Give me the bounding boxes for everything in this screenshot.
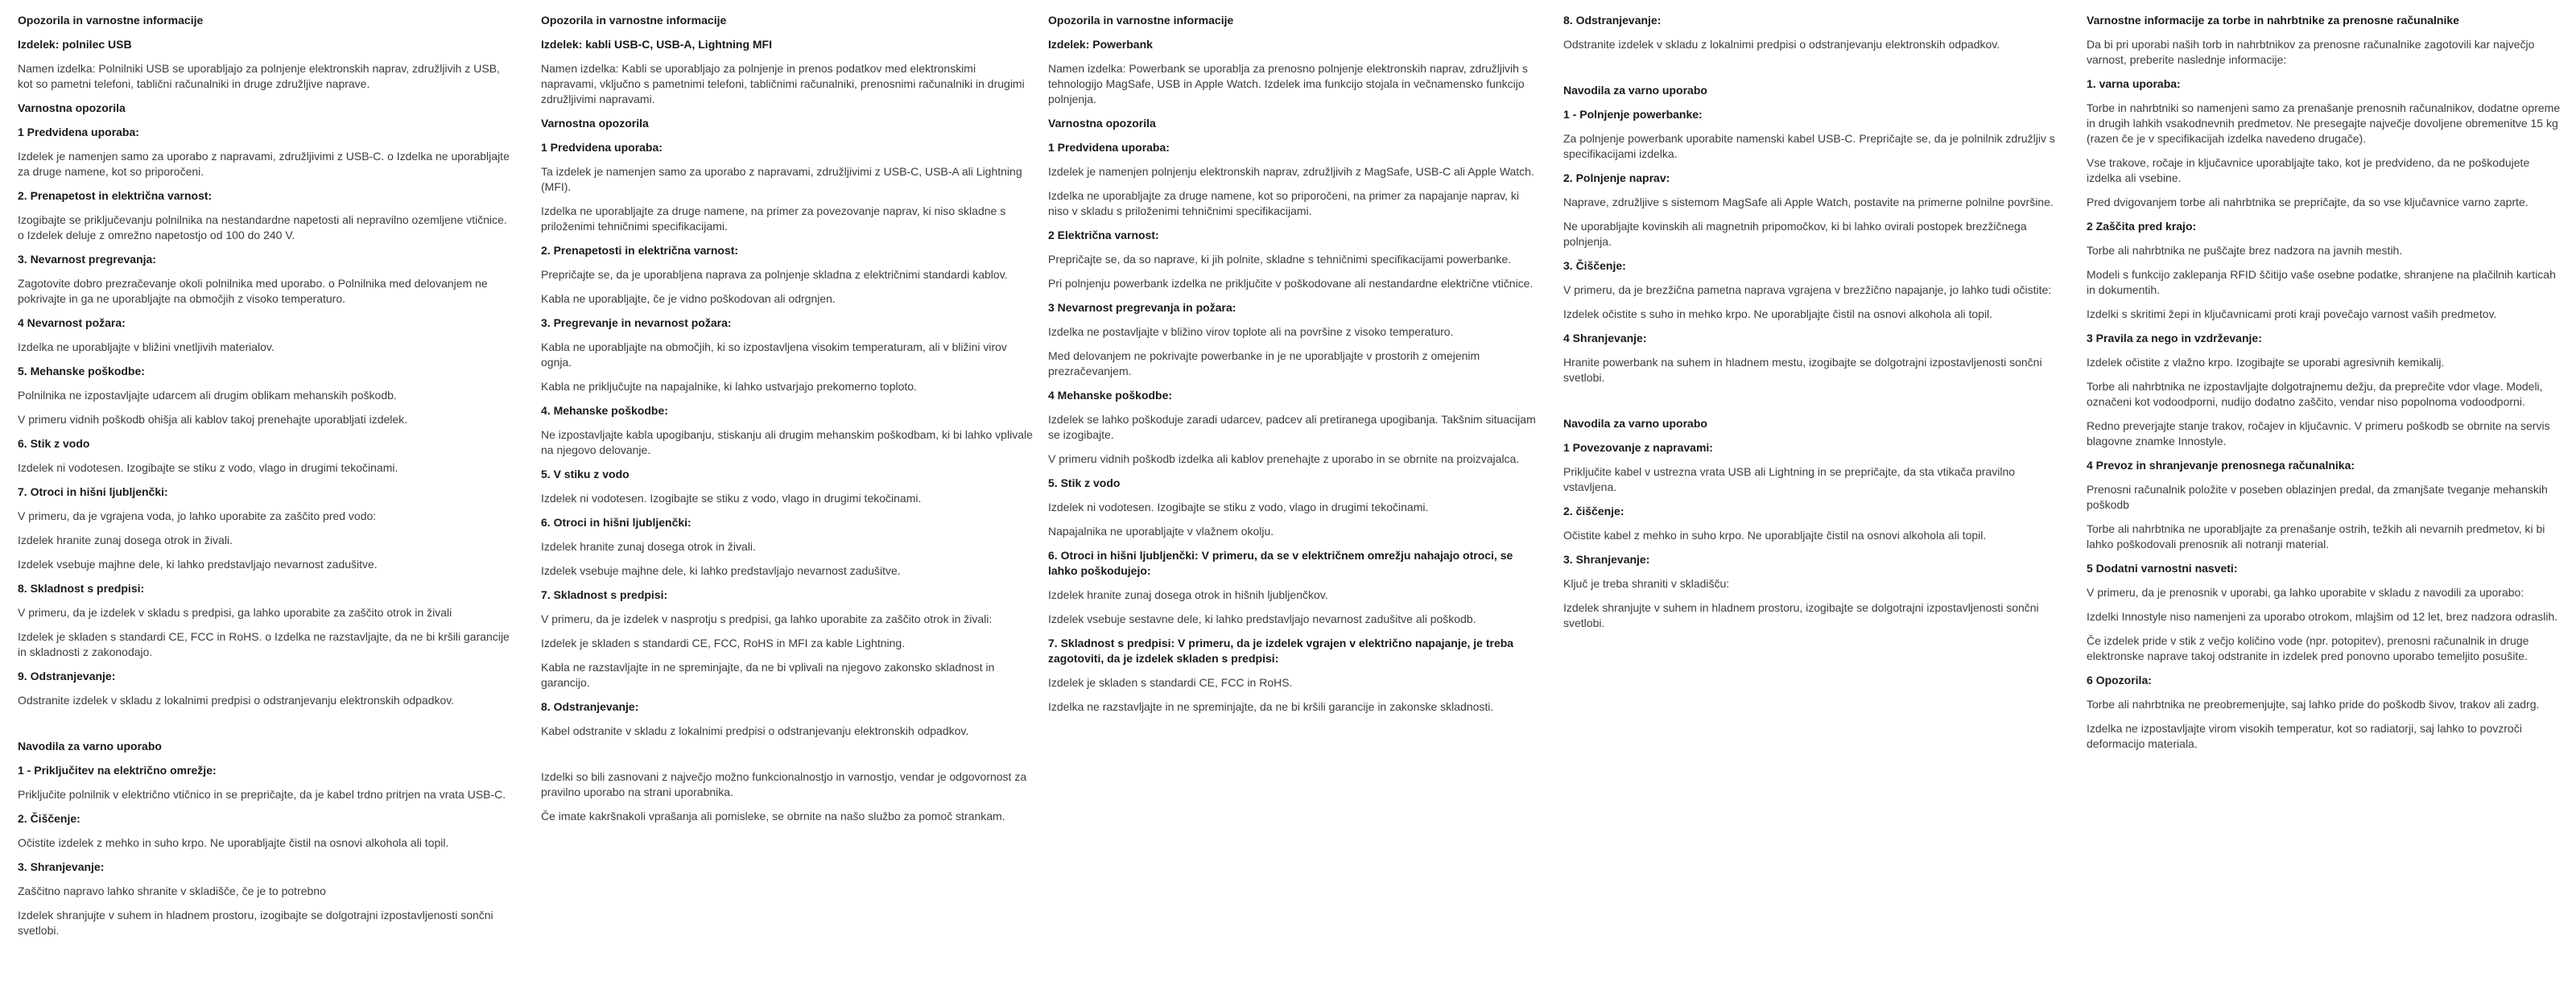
section-heading: 7. Skladnost s predpisi: bbox=[541, 588, 668, 601]
paragraph: Torbe ali nahrbtnika ne puščajte brez nadzora na javnih mestih. bbox=[2087, 244, 2403, 257]
section-heading: 3. Shranjevanje: bbox=[18, 860, 105, 873]
section-heading: 5 Dodatni varnostni nasveti: bbox=[2087, 562, 2238, 575]
section-heading: 3. Pregrevanje in nevarnost požara: bbox=[541, 316, 732, 329]
section-heading: 8. Odstranjevanje: bbox=[541, 700, 639, 713]
section-heading: Opozorila in varnostne informacije bbox=[1048, 14, 1234, 27]
paragraph: Kabla ne razstavljajte in ne spreminjajte, da ne bi vplivali na njegovo zakonsko skladnost in garancijo. bbox=[541, 661, 995, 689]
section-heading: Varnostne informacije za torbe in nahrbtnike za prenosne računalnike bbox=[2087, 14, 2459, 27]
section-heading: 2. Prenapetost in električna varnost: bbox=[18, 189, 213, 202]
section-heading: 2. Prenapetosti in električna varnost: bbox=[541, 244, 739, 257]
paragraph: V primeru, da je brezžična pametna naprava vgrajena v brezžično napajanje, jo lahko tudi očistite: bbox=[1563, 283, 2052, 296]
paragraph: Izdelek vsebuje majhne dele, ki lahko predstavljajo nevarnost zadušitve. bbox=[541, 564, 901, 577]
column-powerbank-warnings bbox=[1048, 13, 1541, 724]
section-heading: 6. Otroci in hišni ljubljenčki: bbox=[541, 516, 691, 529]
paragraph: Kabla ne uporabljajte, če je vidno poškodovan ali odrgnjen. bbox=[541, 292, 836, 305]
section-heading: 5. V stiku z vodo bbox=[541, 468, 630, 480]
section-heading: 5. Stik z vodo bbox=[1048, 476, 1121, 489]
section-heading: 9. Odstranjevanje: bbox=[18, 670, 116, 682]
paragraph: Izdelek vsebuje majhne dele, ki lahko predstavljajo nevarnost zadušitve. bbox=[18, 558, 378, 571]
section-heading: 2 Zaščita pred krajo: bbox=[2087, 220, 2197, 233]
paragraph: Vse trakove, ročaje in ključavnice uporabljajte tako, kot je predvideno, da ne poškodujete izdelka ali vsebine. bbox=[2087, 156, 2530, 184]
section-heading: 1. varna uporaba: bbox=[2087, 77, 2181, 90]
section-heading: 7. Otroci in hišni ljubljenčki: bbox=[18, 485, 168, 498]
paragraph: Izdelka ne uporabljajte za druge namene, kot so priporočeni, na primer za napajanje naprav, ki niso v skladu s priloženimi tehničnimi specifikacijami. bbox=[1048, 189, 1519, 217]
section-heading: 4. Mehanske poškodbe: bbox=[541, 404, 668, 417]
paragraph: Prepričajte se, da je uporabljena naprava za polnjenje skladna z električnimi standardi kablov. bbox=[541, 268, 1008, 281]
paragraph: Izdelka ne uporabljajte v bližini vnetljivih materialov. bbox=[18, 340, 275, 353]
section-heading: 1 Povezovanje z napravami: bbox=[1563, 441, 1713, 454]
section-heading: 2. Polnjenje naprav: bbox=[1563, 171, 1670, 184]
paragraph: Prenosni računalnik položite v poseben oblazinjen predal, da zmanjšate tveganje mehanskih poškodb bbox=[2087, 483, 2548, 511]
paragraph: Ne uporabljajte kovinskih ali magnetnih pripomočkov, ki bi lahko ovirali postopek brezžičnega polnjenja. bbox=[1563, 220, 2027, 248]
paragraph: Izdelek ni vodotesen. Izogibajte se stiku z vodo, vlago in drugimi tekočinami. bbox=[1048, 501, 1429, 513]
section-heading: 8. Odstranjevanje: bbox=[1563, 14, 1662, 27]
paragraph: Izdelki so bili zasnovani z največjo možno funkcionalnostjo in varnostjo, vendar je odgovornost za pravilno uporabo na strani uporabnika. bbox=[541, 770, 1027, 798]
paragraph: Izdelek ni vodotesen. Izogibajte se stiku z vodo, vlago in drugimi tekočinami. bbox=[18, 461, 398, 474]
paragraph: Izdelek vsebuje sestavne dele, ki lahko predstavljajo nevarnost zadušitve ali poškodb. bbox=[1048, 612, 1476, 625]
paragraph: V primeru, da je prenosnik v uporabi, ga lahko uporabite v skladu z navodili za uporabo: bbox=[2087, 586, 2524, 599]
paragraph: V primeru, da je izdelek v skladu s predpisi, ga lahko uporabite za zaščito otrok in živali bbox=[18, 606, 452, 619]
paragraph: Izdelek shranjujte v suhem in hladnem prostoru, izogibajte se dolgotrajni izpostavljenosti sončni svetlobi. bbox=[1563, 601, 2039, 629]
paragraph: Če imate kakršnakoli vprašanja ali pomisleke, se obrnite na našo službo za pomoč strankam. bbox=[541, 810, 1005, 823]
section-heading: 2. Čiščenje: bbox=[18, 812, 80, 825]
section-heading: 3. Nevarnost pregrevanja: bbox=[18, 253, 156, 266]
paragraph: Izogibajte se priključevanju polnilnika na nestandardne napetosti ali nepravilno ozemljene vtičnice. o Izdelek deluje z omrežno napetostjo od 100 do 240 V. bbox=[18, 213, 507, 241]
section-heading: 1 - Polnjenje powerbanke: bbox=[1563, 108, 1703, 121]
paragraph: Zaščitno napravo lahko shranite v skladišče, če je to potrebno bbox=[18, 884, 326, 897]
section-heading: Izdelek: kabli USB-C, USB-A, Lightning MFI bbox=[541, 38, 772, 51]
paragraph: Priključite kabel v ustrezna vrata USB ali Lightning in se prepričajte, da sta vtikača pravilno vstavljena. bbox=[1563, 465, 2016, 493]
section-heading: Varnostna opozorila bbox=[1048, 117, 1156, 130]
paragraph: Namen izdelka: Kabli se uporabljajo za polnjenje in prenos podatkov med elektronskimi napravami, vključno s pametnimi telefoni, tabličnimi računalniki, prenosnimi računalniki in drugimi združljivimi napravami. bbox=[541, 62, 1025, 105]
section-heading: Navodila za varno uporabo bbox=[1563, 84, 1707, 97]
paragraph: Redno preverjajte stanje trakov, ročajev in ključavnic. V primeru poškodb se obrnite na servis blagovne znamke Innostyle. bbox=[2087, 419, 2550, 447]
paragraph: V primeru, da je izdelek v nasprotju s predpisi, ga lahko uporabite za zaščito otrok in živali: bbox=[541, 612, 993, 625]
paragraph: Hranite powerbank na suhem in hladnem mestu, izogibajte se dolgotrajni izpostavljenosti sončni svetlobi. bbox=[1563, 356, 2042, 384]
paragraph: Izdelek ni vodotesen. Izogibajte se stiku z vodo, vlago in drugimi tekočinami. bbox=[541, 492, 922, 505]
paragraph: V primeru, da je vgrajena voda, jo lahko uporabite za zaščito pred vodo: bbox=[18, 509, 377, 522]
section-heading: Izdelek: Powerbank bbox=[1048, 38, 1153, 51]
paragraph: Ključ je treba shraniti v skladišču: bbox=[1563, 577, 1730, 590]
section-heading: 2. čiščenje: bbox=[1563, 505, 1624, 517]
paragraph: Izdelek hranite zunaj dosega otrok in živali. bbox=[18, 534, 233, 546]
section-heading: 3. Shranjevanje: bbox=[1563, 553, 1650, 566]
section-heading: 4 Mehanske poškodbe: bbox=[1048, 389, 1173, 402]
paragraph: Očistite kabel z mehko in suho krpo. Ne uporabljajte čistil na osnovi alkohola ali topil. bbox=[1563, 529, 1987, 542]
column-cables-warnings bbox=[541, 13, 1034, 833]
column-usb-charger-warnings bbox=[18, 13, 510, 947]
paragraph: Izdelek shranjujte v suhem in hladnem prostoru, izogibajte se dolgotrajni izpostavljenosti sončni svetlobi. bbox=[18, 909, 493, 937]
paragraph: Če izdelek pride v stik z večjo količino vode (npr. potopitev), prenosni računalnik in druge elektronske naprave takoj odstranite in izdelek pred ponovno uporabo temeljito posušite. bbox=[2087, 634, 2529, 662]
section-heading: 4 Nevarnost požara: bbox=[18, 316, 126, 329]
paragraph: Kabla ne priključujte na napajalnike, ki lahko ustvarjajo prekomerno toploto. bbox=[541, 380, 917, 393]
paragraph: Za polnjenje powerbank uporabite namenski kabel USB-C. Prepričajte se, da je polnilnik združljiv s specifikacijami izdelka. bbox=[1563, 132, 2055, 160]
section-heading: 7. Skladnost s predpisi: V primeru, da je izdelek vgrajen v električno napajanje, je treba zagotoviti, da je izdelek skladen s predpisi: bbox=[1048, 637, 1514, 665]
paragraph: Izdelek je skladen s standardi CE, FCC in RoHS. o Izdelka ne razstavljajte, da ne bi kršili garancije in skladnosti z zakonodajo. bbox=[18, 630, 510, 658]
paragraph: Izdelka ne postavljajte v bližino virov toplote ali na površine z visoko temperaturo. bbox=[1048, 325, 1454, 338]
section-heading: Navodila za varno uporabo bbox=[1563, 417, 1707, 430]
paragraph: Očistite izdelek z mehko in suho krpo. Ne uporabljajte čistil na osnovi alkohola ali topil. bbox=[18, 836, 449, 849]
paragraph: Priključite polnilnik v električno vtičnico in se prepričajte, da je kabel trdno pritrjen na vrata USB-C. bbox=[18, 788, 506, 801]
section-heading: Opozorila in varnostne informacije bbox=[18, 14, 204, 27]
paragraph: Torbe ali nahrbtnika ne uporabljajte za prenašanje ostrih, težkih ali nevarnih predmetov, ki bi lahko poškodovali prenosnik ali notranji material. bbox=[2087, 522, 2545, 550]
paragraph: Izdelek očistite z vlažno krpo. Izogibajte se uporabi agresivnih kemikalij. bbox=[2087, 356, 2445, 369]
paragraph: Izdelka ne uporabljajte za druge namene, na primer za povezovanje naprav, ki niso skladne s priloženimi tehničnimi specifikacijami. bbox=[541, 204, 1006, 233]
paragraph: Kabel odstranite v skladu z lokalnimi predpisi o odstranjevanju elektronskih odpadkov. bbox=[541, 724, 969, 737]
paragraph: Kabla ne uporabljajte na območjih, ki so izpostavljena visokim temperaturam, ali v bližini virov ognja. bbox=[541, 340, 1007, 369]
paragraph: Izdelki s skritimi žepi in ključavnicami proti kraji povečajo varnost vaših predmetov. bbox=[2087, 307, 2497, 320]
paragraph: Torbe ali nahrbtnika ne preobremenjujte, saj lahko pride do poškodb šivov, trakov ali zadrg. bbox=[2087, 698, 2540, 711]
section-heading: 1 Predvidena uporaba: bbox=[541, 141, 663, 154]
paragraph: Ta izdelek je namenjen samo za uporabo z napravami, združljivimi z USB-C, USB-A ali Lightning (MFI). bbox=[541, 165, 1022, 193]
paragraph: Namen izdelka: Powerbank se uporablja za prenosno polnjenje elektronskih naprav, združljivih s tehnologijo MagSafe, USB in Apple Watch. Izdelek ima funkcijo stojala in večnamensko funkcijo polnjenja. bbox=[1048, 62, 1528, 105]
section-heading: 1 - Priključitev na električno omrežje: bbox=[18, 764, 217, 777]
paragraph: Med delovanjem ne pokrivajte powerbanke in je ne uporabljajte v prostorih z omejenim prezračevanjem. bbox=[1048, 349, 1480, 377]
paragraph: Odstranite izdelek v skladu z lokalnimi predpisi o odstranjevanju elektronskih odpadkov. bbox=[1563, 38, 2000, 51]
section-heading: 6. Otroci in hišni ljubljenčki: V primeru, da se v električnem omrežju nahajajo otroci, se lahko poškodujejo: bbox=[1048, 549, 1513, 577]
paragraph: Izdelek hranite zunaj dosega otrok in živali. bbox=[541, 540, 756, 553]
section-heading: 3. Čiščenje: bbox=[1563, 259, 1626, 272]
paragraph: Pred dvigovanjem torbe ali nahrbtnika se prepričajte, da so vse ključavnice varno zaprte. bbox=[2087, 196, 2529, 208]
column-usage-instructions bbox=[1563, 13, 2056, 640]
section-heading: 5. Mehanske poškodbe: bbox=[18, 365, 145, 377]
section-heading: Navodila za varno uporabo bbox=[18, 740, 162, 752]
paragraph: Izdelek je skladen s standardi CE, FCC, RoHS in MFI za kable Lightning. bbox=[541, 637, 906, 649]
paragraph: Izdelki Innostyle niso namenjeni za uporabo otrokom, mlajšim od 12 let, brez nadzora odraslih. bbox=[2087, 610, 2558, 623]
paragraph: Prepričajte se, da so naprave, ki jih polnite, skladne s tehničnimi specifikacijami powerbanke. bbox=[1048, 253, 1512, 266]
section-heading: 4 Shranjevanje: bbox=[1563, 332, 1647, 344]
paragraph: Namen izdelka: Polnilniki USB se uporabljajo za polnjenje elektronskih naprav, združljivih z USB, kot so pametni telefoni, tablični računalniki in druge združljive naprave. bbox=[18, 62, 500, 90]
section-heading: Izdelek: polnilec USB bbox=[18, 38, 132, 51]
paragraph: Izdelka ne izpostavljajte virom visokih temperatur, kot so radiatorji, saj lahko to povzroči deformacijo materiala. bbox=[2087, 722, 2522, 750]
section-heading: Varnostna opozorila bbox=[541, 117, 649, 130]
column-laptop-bags-safety bbox=[2087, 13, 2563, 761]
paragraph: Torbe in nahrbtniki so namenjeni samo za prenašanje prenosnih računalnikov, dodatne opreme in drugih lahkih vsakodnevnih predmetov. Ne presegajte največje dovoljene obremenitve 15 kg (razen če je v specifikacijah izdelka navedeno drugače). bbox=[2087, 101, 2561, 145]
paragraph: Da bi pri uporabi naših torb in nahrbtnikov za prenosne računalnike zagotovili kar največjo varnost, preberite naslednje informacije: bbox=[2087, 38, 2535, 66]
paragraph: Izdelek se lahko poškoduje zaradi udarcev, padcev ali pretiranega upogibanja. Takšnim situacijam se izogibajte. bbox=[1048, 413, 1536, 441]
paragraph: Izdelek očistite s suho in mehko krpo. Ne uporabljajte čistil na osnovi alkohola ali topil. bbox=[1563, 307, 1993, 320]
section-heading: 1 Predvidena uporaba: bbox=[1048, 141, 1170, 154]
section-heading: 4 Prevoz in shranjevanje prenosnega računalnika: bbox=[2087, 459, 2355, 472]
paragraph: Modeli s funkcijo zaklepanja RFID ščitijo vaše osebne podatke, shranjene na plačilnih karticah in dokumentih. bbox=[2087, 268, 2556, 296]
paragraph: Odstranite izdelek v skladu z lokalnimi predpisi o odstranjevanju elektronskih odpadkov. bbox=[18, 694, 455, 707]
paragraph: Zagotovite dobro prezračevanje okoli polnilnika med uporabo. o Polnilnika med delovanjem ne pokrivajte in ga ne uporabljajte na območjih z visoko temperaturo. bbox=[18, 277, 488, 305]
section-heading: 6. Stik z vodo bbox=[18, 437, 90, 450]
section-heading: 2 Električna varnost: bbox=[1048, 229, 1159, 241]
paragraph: Izdelek je skladen s standardi CE, FCC in RoHS. bbox=[1048, 676, 1293, 689]
section-heading: Opozorila in varnostne informacije bbox=[541, 14, 727, 27]
paragraph: Izdelek je namenjen polnjenju elektronskih naprav, združljivih z MagSafe, USB-C ali Apple Watch. bbox=[1048, 165, 1534, 178]
section-heading: 1 Predvidena uporaba: bbox=[18, 126, 139, 138]
paragraph: Napajalnika ne uporabljajte v vlažnem okolju. bbox=[1048, 525, 1274, 538]
paragraph: Izdelek je namenjen samo za uporabo z napravami, združljivimi z USB-C. o Izdelka ne uporabljajte za druge namene, kot so priporočeni. bbox=[18, 150, 510, 178]
section-heading: 3 Pravila za nego in vzdrževanje: bbox=[2087, 332, 2262, 344]
paragraph: Naprave, združljive s sistemom MagSafe ali Apple Watch, postavite na primerne polnilne površine. bbox=[1563, 196, 2054, 208]
section-heading: Varnostna opozorila bbox=[18, 101, 126, 114]
paragraph: Torbe ali nahrbtnika ne izpostavljajte dolgotrajnemu dežju, da preprečite vdor vlage. Modeli, označeni kot vodoodporni, nudijo dodatno zaščito, vendar niso popolnoma vodoodporni. bbox=[2087, 380, 2543, 408]
paragraph: V primeru vidnih poškodb ohišja ali kablov takoj prenehajte uporabljati izdelek. bbox=[18, 413, 408, 426]
paragraph: Ne izpostavljajte kabla upogibanju, stiskanju ali drugim mehanskim poškodbam, ki bi lahko vplivale na njegovo delovanje. bbox=[541, 428, 1033, 456]
paragraph: Izdelek hranite zunaj dosega otrok in hišnih ljubljenčkov. bbox=[1048, 588, 1328, 601]
section-heading: 3 Nevarnost pregrevanja in požara: bbox=[1048, 301, 1236, 314]
paragraph: Polnilnika ne izpostavljajte udarcem ali drugim oblikam mehanskih poškodb. bbox=[18, 389, 397, 402]
paragraph: Izdelka ne razstavljajte in ne spreminjajte, da ne bi kršili garancije in zakonske skladnosti. bbox=[1048, 700, 1494, 713]
paragraph: Pri polnjenju powerbank izdelka ne priključite v poškodovane ali nestandardne električne vtičnice. bbox=[1048, 277, 1534, 290]
paragraph: V primeru vidnih poškodb izdelka ali kablov prenehajte z uporabo in se obrnite na proizvajalca. bbox=[1048, 452, 1520, 465]
section-heading: 8. Skladnost s predpisi: bbox=[18, 582, 145, 595]
section-heading: 6 Opozorila: bbox=[2087, 674, 2152, 686]
